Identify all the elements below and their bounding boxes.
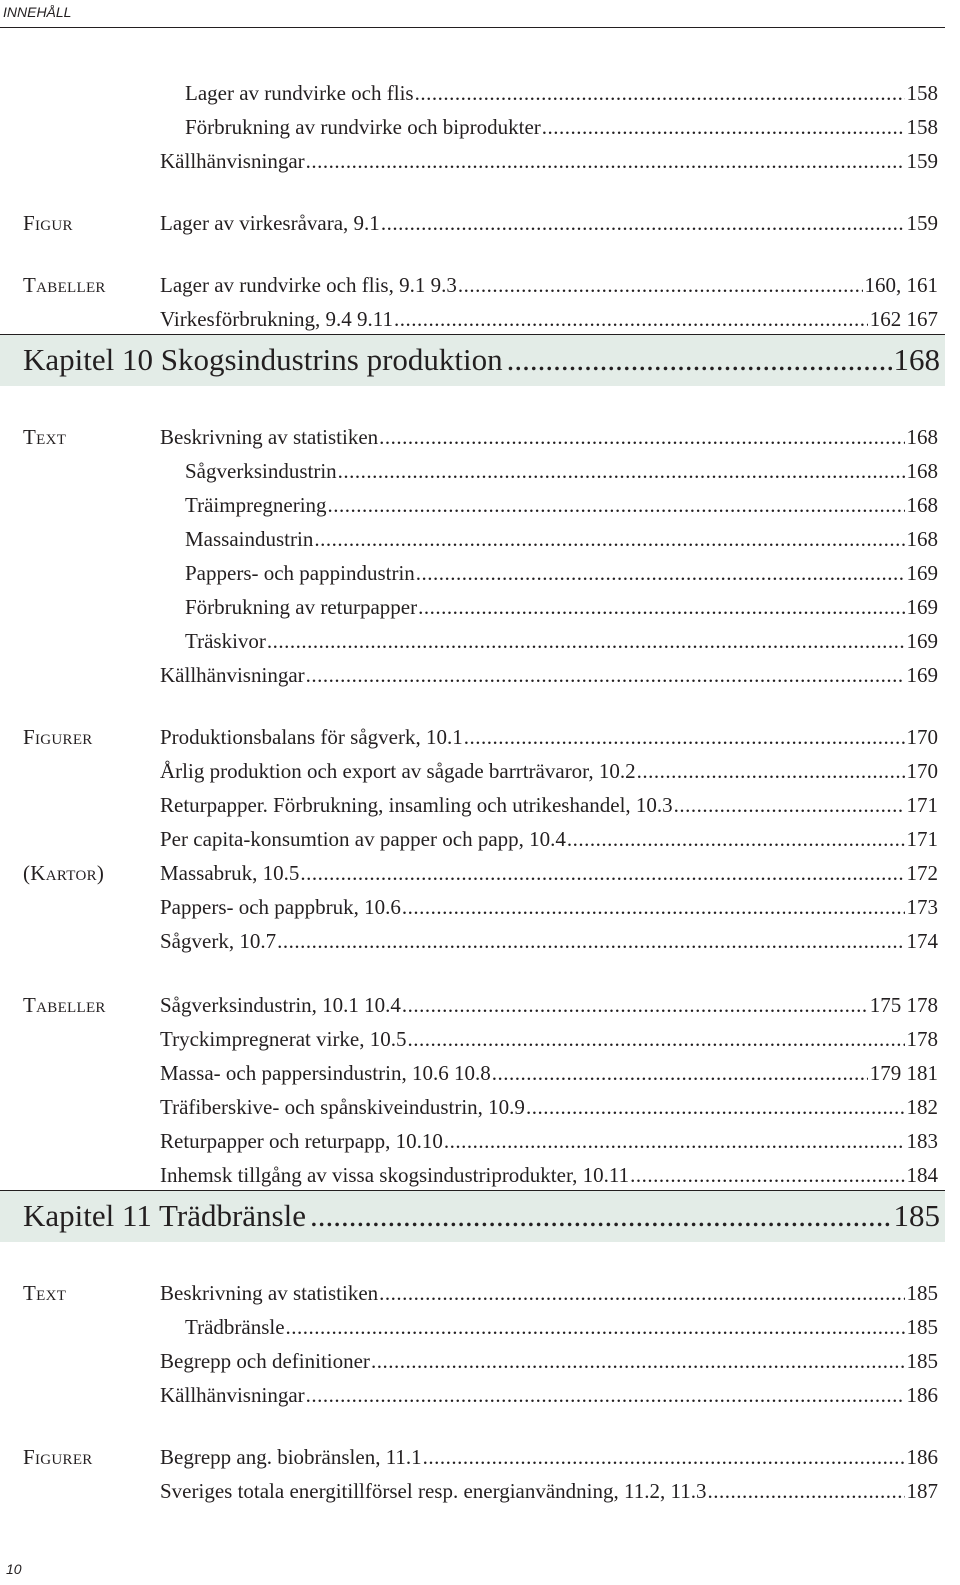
- entry-title: Begrepp ang. biobränslen, 11.1: [160, 1445, 422, 1469]
- dot-leader: [418, 592, 904, 622]
- chapter-title: Kapitel 10 Skogsindustrins produktion: [23, 342, 503, 377]
- section-label: Figur: [23, 211, 73, 235]
- dot-leader: [492, 1058, 868, 1088]
- dot-leader: [458, 270, 863, 300]
- entry-title: Returpapper och returpapp, 10.10: [160, 1129, 443, 1153]
- entry-page-number: 160, 161: [864, 273, 938, 297]
- dot-leader: [314, 524, 904, 554]
- toc-entry[interactable]: [160, 926, 938, 956]
- entry-title: Sågverksindustrin, 10.1 10.4: [160, 993, 401, 1017]
- entry-title: Trädbränsle: [185, 1315, 285, 1339]
- entry-title: Sågverk, 10.7: [160, 929, 277, 953]
- entry-title: Sågverksindustrin: [185, 459, 337, 483]
- toc-entry[interactable]: [160, 858, 938, 888]
- chapter-page-number: 168: [893, 342, 940, 377]
- entry-page-number: 158: [906, 115, 938, 139]
- chapter-title: Kapitel 11 Trädbränsle: [23, 1198, 306, 1233]
- dot-leader: [402, 892, 905, 922]
- entry-page-number: 168: [906, 425, 938, 449]
- entry-page-number: 168: [906, 493, 938, 517]
- entry-page-number: 185: [906, 1281, 938, 1305]
- entry-title: Träfiberskive- och spånskiveindustrin, 10.9: [160, 1095, 525, 1119]
- dot-leader: [381, 208, 905, 238]
- dot-leader: [267, 626, 905, 656]
- dot-leader: [567, 824, 905, 854]
- section-label: Text: [23, 425, 67, 449]
- entry-page-number: 173: [906, 895, 938, 919]
- toc-entry[interactable]: [185, 524, 938, 554]
- entry-title: Sveriges totala energitillförsel resp. energianvändning, 11.2, 11.3: [160, 1479, 707, 1503]
- entry-page-number: 186: [906, 1445, 938, 1469]
- dot-leader: [637, 756, 905, 786]
- entry-title: Massabruk, 10.5: [160, 861, 300, 885]
- entry-page-number: 168: [906, 527, 938, 551]
- entry-title: Pappers- och pappindustrin: [185, 561, 415, 585]
- toc-entry[interactable]: [185, 78, 938, 108]
- entry-page-number: 169: [906, 663, 938, 687]
- entry-title: Källhänvisningar: [160, 1383, 305, 1407]
- dot-leader: [300, 858, 904, 888]
- entry-title: Beskrivning av statistiken: [160, 1281, 379, 1305]
- dot-leader: [286, 1312, 905, 1342]
- entry-page-number: 159: [906, 211, 938, 235]
- entry-page-number: 175 178: [869, 993, 938, 1017]
- entry-title: Beskrivning av statistiken: [160, 425, 379, 449]
- entry-page-number: 178: [906, 1027, 938, 1051]
- dot-leader: [328, 490, 905, 520]
- entry-title: Årlig produktion och export av sågade barrträvaror, 10.2: [160, 759, 636, 783]
- entry-page-number: 187: [906, 1479, 938, 1503]
- entry-page-number: 158: [906, 81, 938, 105]
- entry-page-number: 185: [906, 1349, 938, 1373]
- entry-page-number: 182: [906, 1095, 938, 1119]
- entry-title: Returpapper. Förbrukning, insamling och utrikeshandel, 10.3: [160, 793, 673, 817]
- entry-title: Träimpregnering: [185, 493, 327, 517]
- toc-entry[interactable]: [160, 1380, 938, 1410]
- dot-leader: [310, 1190, 892, 1242]
- entry-page-number: 171: [906, 827, 938, 851]
- toc-entry[interactable]: [160, 1024, 938, 1054]
- dot-leader: [277, 926, 904, 956]
- toc-entry[interactable]: [160, 756, 938, 786]
- entry-title: Lager av rundvirke och flis, 9.1 9.3: [160, 273, 457, 297]
- dot-leader: [526, 1092, 905, 1122]
- entry-page-number: 179 181: [869, 1061, 938, 1085]
- entry-page-number: 169: [906, 629, 938, 653]
- chapter-page-number: 185: [893, 1198, 940, 1233]
- toc-entry[interactable]: [160, 1058, 938, 1088]
- dot-leader: [379, 1278, 904, 1308]
- section-label: Text: [23, 1281, 67, 1305]
- toc-entry[interactable]: [160, 304, 938, 334]
- dot-leader: [408, 1024, 905, 1054]
- toc-entry[interactable]: [160, 1346, 938, 1376]
- dot-leader: [306, 146, 905, 176]
- section-label: Tabeller: [23, 993, 106, 1017]
- toc-entry[interactable]: [160, 1126, 938, 1156]
- section-label: (Kartor): [23, 861, 105, 885]
- dot-leader: [379, 422, 904, 452]
- chapter-heading[interactable]: [23, 334, 940, 386]
- entry-title: Pappers- och pappbruk, 10.6: [160, 895, 401, 919]
- entry-page-number: 170: [906, 759, 938, 783]
- entry-page-number: 168: [906, 459, 938, 483]
- section-label: Figurer: [23, 725, 93, 749]
- entry-page-number: 159: [906, 149, 938, 173]
- dot-leader: [402, 990, 868, 1020]
- entry-title: Förbrukning av returpapper: [185, 595, 418, 619]
- entry-title: Begrepp och definitioner: [160, 1349, 370, 1373]
- entry-title: Källhänvisningar: [160, 149, 305, 173]
- entry-page-number: 186: [906, 1383, 938, 1407]
- dot-leader: [423, 1442, 905, 1472]
- toc-entry[interactable]: [185, 592, 938, 622]
- toc-entry[interactable]: [160, 892, 938, 922]
- dot-leader: [306, 1380, 905, 1410]
- entry-title: Produktionsbalans för sågverk, 10.1: [160, 725, 463, 749]
- dot-leader: [415, 78, 905, 108]
- toc-entry[interactable]: [160, 1476, 938, 1506]
- entry-title: Virkesförbrukning, 9.4 9.11: [160, 307, 394, 331]
- toc-entry[interactable]: [160, 422, 938, 452]
- entry-page-number: 183: [906, 1129, 938, 1153]
- toc-entry[interactable]: [185, 456, 938, 486]
- toc-entry[interactable]: [160, 1092, 938, 1122]
- toc-entry[interactable]: [160, 824, 938, 854]
- dot-leader: [464, 722, 905, 752]
- dot-leader: [416, 558, 905, 588]
- toc-entry[interactable]: [160, 660, 938, 690]
- dot-leader: [306, 660, 905, 690]
- dot-leader: [542, 112, 905, 142]
- section-label: Tabeller: [23, 273, 106, 297]
- dot-leader: [394, 304, 868, 334]
- entry-title: Per capita-konsumtion av papper och papp, 10.4: [160, 827, 566, 851]
- entry-page-number: 172: [906, 861, 938, 885]
- toc-entry[interactable]: [185, 558, 938, 588]
- toc-entry[interactable]: [185, 1312, 938, 1342]
- entry-page-number: 169: [906, 561, 938, 585]
- toc-entry[interactable]: [185, 112, 938, 142]
- toc-entry[interactable]: [160, 208, 938, 238]
- section-label: Figurer: [23, 1445, 93, 1469]
- dot-leader: [444, 1126, 905, 1156]
- entry-page-number: 169: [906, 595, 938, 619]
- entry-page-number: 174: [906, 929, 938, 953]
- dot-leader: [630, 1160, 904, 1190]
- entry-title: Tryckimpregnerat virke, 10.5: [160, 1027, 407, 1051]
- toc-entry[interactable]: [160, 270, 938, 300]
- toc-entry[interactable]: [160, 722, 938, 752]
- entry-title: Träskivor: [185, 629, 266, 653]
- toc-entry[interactable]: [160, 990, 938, 1020]
- entry-title: Massa- och pappersindustrin, 10.6 10.8: [160, 1061, 491, 1085]
- entry-title: Lager av rundvirke och flis: [185, 81, 414, 105]
- entry-page-number: 170: [906, 725, 938, 749]
- toc-entry[interactable]: [160, 1442, 938, 1472]
- entry-page-number: 162 167: [869, 307, 938, 331]
- dot-leader: [707, 1476, 904, 1506]
- entry-page-number: 185: [906, 1315, 938, 1339]
- toc-entry[interactable]: [160, 1160, 938, 1190]
- dot-leader: [674, 790, 905, 820]
- dot-leader: [507, 334, 892, 386]
- page-number: 10: [6, 1561, 22, 1577]
- entry-title: Lager av virkesråvara, 9.1: [160, 211, 380, 235]
- toc-entry[interactable]: [160, 1278, 938, 1308]
- entry-page-number: 184: [906, 1163, 938, 1187]
- chapter-heading[interactable]: [23, 1190, 940, 1242]
- dot-leader: [371, 1346, 905, 1376]
- entry-title: Massaindustrin: [185, 527, 314, 551]
- entry-title: Inhemsk tillgång av vissa skogsindustriprodukter, 10.11: [160, 1163, 630, 1187]
- toc-entry[interactable]: [185, 626, 938, 656]
- running-head: INNEHÅLL: [3, 4, 72, 20]
- entry-title: Förbrukning av rundvirke och biprodukter: [185, 115, 541, 139]
- entry-title: Källhänvisningar: [160, 663, 305, 687]
- toc-entry[interactable]: [160, 146, 938, 176]
- toc-entry[interactable]: [160, 790, 938, 820]
- dot-leader: [338, 456, 905, 486]
- toc-entry[interactable]: [185, 490, 938, 520]
- entry-page-number: 171: [906, 793, 938, 817]
